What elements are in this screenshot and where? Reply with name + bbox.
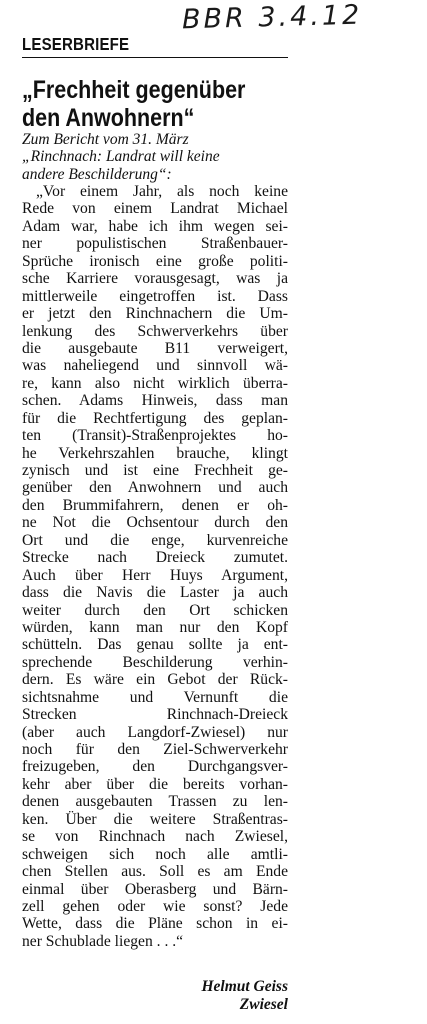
body-line: zell gehen oder wie sonst? Jede	[22, 897, 288, 915]
headline-line: „Frechheit gegenüber	[22, 76, 246, 104]
body-line: würden, kann man nur den Kopf	[22, 618, 288, 636]
body-line: dern. Es wäre ein Gebot der Rück-	[22, 671, 288, 689]
body-line: freizugeben, den Durchgangsver-	[22, 758, 288, 776]
section-rubric: LESERBRIEFE	[22, 34, 130, 54]
body-line: Adam war, habe ich ihm wegen sei-	[22, 217, 288, 235]
body-line: schen. Adams Hinweis, dass man	[22, 392, 288, 410]
body-line: schweigen sich noch alle amtli-	[22, 845, 288, 863]
body-line: Ort und die enge, kurvenreiche	[22, 531, 288, 549]
body-line: schütteln. Das genau sollte ja ent-	[22, 636, 288, 654]
body-line: Auch über Herr Huys Argument,	[22, 566, 288, 584]
letter-headline	[22, 76, 297, 132]
body-line: Strecken Rinchnach-Dreieck	[22, 706, 288, 724]
body-line: dass die Navis die Laster ja auch	[22, 584, 288, 602]
body-line: sche Karriere vorausgesagt, was ja	[22, 270, 288, 288]
author-name: Helmut Geiss	[201, 978, 288, 995]
rubric-underline	[22, 57, 288, 58]
body-line: die ausgebaute B11 verweigert,	[22, 339, 288, 357]
body-line: ner populistischen Straßenbauer-	[22, 235, 288, 253]
body-line: ne Not die Ochsentour durch den	[22, 514, 288, 532]
body-line: denen ausgebauten Trassen zu len-	[22, 793, 288, 811]
body-line: he Verkehrszahlen brauche, klingt	[22, 444, 288, 462]
body-line: ner Schublade liegen . . .“	[22, 932, 184, 950]
handwritten-date-note: BBR 3.4.12	[181, 0, 363, 36]
intro-line: „Rinchnach: Landrat will keine	[22, 148, 220, 166]
letter-reference-intro	[22, 131, 288, 183]
body-line: kehr aber über die bereits vorhan-	[22, 775, 288, 793]
body-line: „Vor einem Jahr, als noch keine	[36, 183, 288, 200]
body-line: mittlerweile eingetroffen ist. Dass	[22, 287, 288, 305]
body-line: Rede von einem Landrat Michael	[22, 200, 288, 218]
letter-body	[22, 183, 288, 950]
body-line: genüber den Anwohnern und auch	[22, 479, 288, 497]
author-location: Zwiesel	[239, 996, 288, 1013]
body-line: lenkung des Schwerverkehrs über	[22, 322, 288, 340]
body-line: (aber auch Langdorf-Zwiesel) nur	[22, 723, 288, 741]
body-line: ken. Über die weitere Straßentras-	[22, 810, 288, 828]
intro-line: Zum Bericht vom 31. März	[22, 131, 189, 148]
body-line: chen Stellen aus. Soll es am Ende	[22, 863, 288, 881]
headline-line: den Anwohnern“	[22, 104, 195, 132]
body-line: weiter durch den Ort schicken	[22, 601, 288, 619]
intro-line: andere Beschilderung“:	[22, 165, 172, 183]
body-line: zynisch und ist eine Frechheit ge-	[22, 462, 288, 479]
body-line: für die Rechtfertigung des geplan-	[22, 409, 288, 427]
body-line: einmal über Oberasberg und Bärn-	[22, 880, 288, 898]
body-line: se von Rinchnach nach Zwiesel,	[22, 828, 288, 846]
body-line: Sprüche ironisch eine große politi-	[22, 252, 288, 270]
body-line: was naheliegend und sinnvoll wä-	[22, 357, 288, 375]
body-line: er jetzt den Rinchnachern die Um-	[22, 305, 288, 323]
body-line: re, kann also nicht wirklich überra-	[22, 374, 288, 392]
body-line: ten (Transit)-Straßenprojektes ho-	[22, 427, 288, 445]
letter-signature	[22, 978, 288, 1014]
body-line: sichtsnahme und Vernunft die	[22, 688, 288, 706]
body-line: noch für den Ziel-Schwerverkehr	[22, 741, 288, 758]
body-line: den Brummifahrern, denen er oh-	[22, 496, 288, 514]
body-line: sprechende Beschilderung verhin-	[22, 653, 288, 671]
body-line: Wette, dass die Pläne schon in ei-	[22, 915, 288, 933]
body-line: Strecke nach Dreieck zumutet.	[22, 549, 288, 567]
